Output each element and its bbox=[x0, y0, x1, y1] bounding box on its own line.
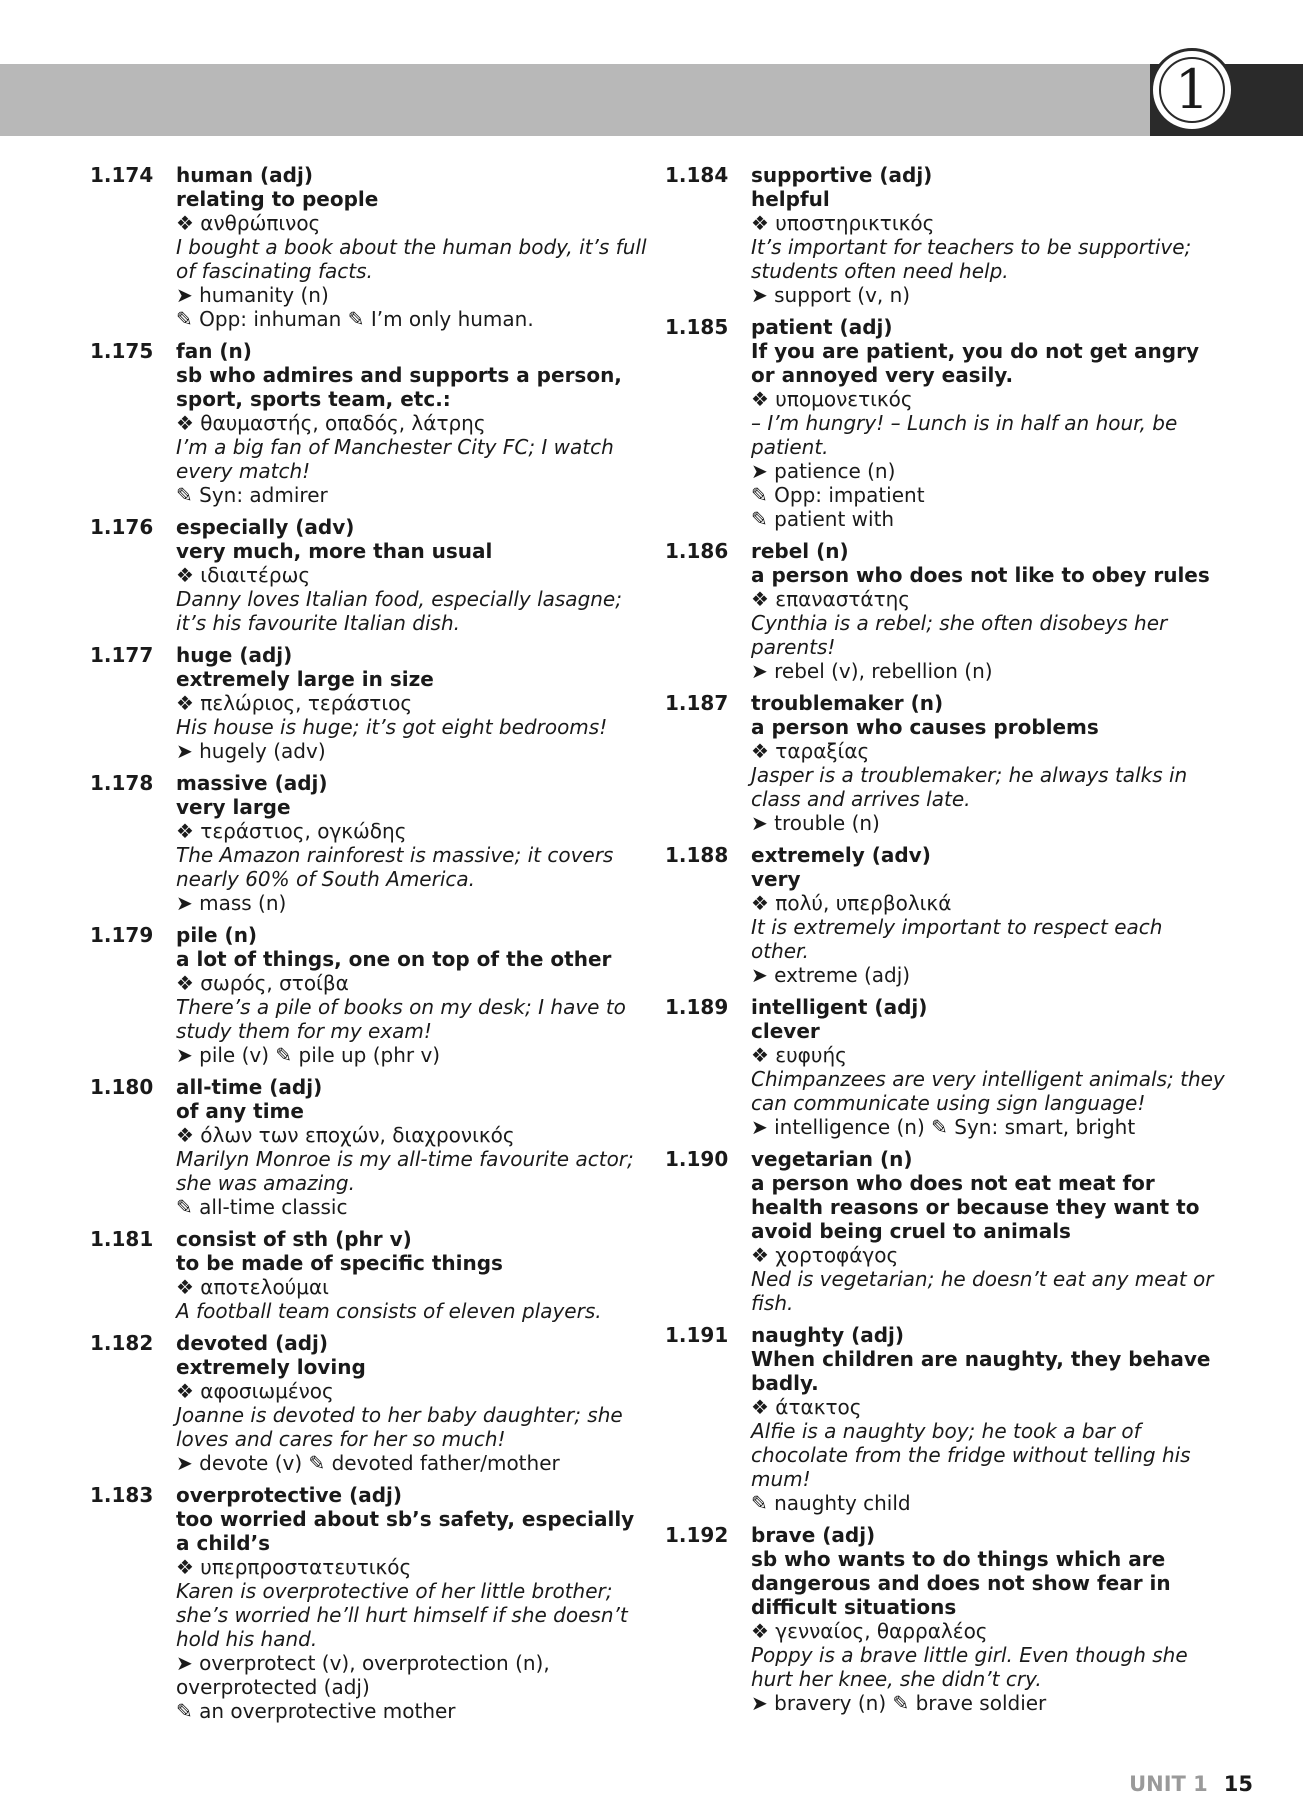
translation-icon: ❖ bbox=[751, 739, 769, 763]
translation-icon: ❖ bbox=[176, 971, 194, 995]
entry-example: It’s important for teachers to be supportive; students often need help. bbox=[751, 235, 1192, 283]
extra-text: naughty child bbox=[774, 1491, 911, 1515]
translation-icon: ❖ bbox=[176, 1379, 194, 1403]
vocab-entry bbox=[90, 515, 650, 635]
entry-translation bbox=[176, 563, 650, 587]
derivative-arrow-icon: ➤ bbox=[176, 1651, 193, 1675]
entry-headword: troublemaker (n) bbox=[751, 691, 944, 715]
entry-definition: of any time bbox=[176, 1099, 304, 1123]
extra-text: pile (v) ✎ pile up (phr v) bbox=[199, 1043, 441, 1067]
entry-example: Ned is vegetarian; he doesn’t eat any meat or fish. bbox=[751, 1267, 1214, 1315]
entry-headword: human (adj) bbox=[176, 163, 313, 187]
note-pencil-icon: ✎ bbox=[176, 1699, 193, 1723]
entry-extra bbox=[751, 483, 1225, 507]
entry-extra bbox=[751, 1115, 1225, 1139]
entry-translation bbox=[751, 587, 1225, 611]
entry-headword: overprotective (adj) bbox=[176, 1483, 403, 1507]
entry-number: 1.179 bbox=[90, 923, 154, 947]
derivative-arrow-icon: ➤ bbox=[176, 1451, 193, 1475]
translation-icon: ❖ bbox=[176, 563, 194, 587]
entry-definition: clever bbox=[751, 1019, 820, 1043]
entry-definition: very much, more than usual bbox=[176, 539, 493, 563]
vocab-entry bbox=[665, 1147, 1225, 1315]
vocab-entry bbox=[665, 843, 1225, 987]
translation-text: αφοσιωμένος bbox=[200, 1379, 334, 1403]
vocab-entry bbox=[90, 163, 650, 331]
entry-translation bbox=[751, 211, 1225, 235]
translation-text: όλων των εποχών, διαχρονικός bbox=[200, 1123, 515, 1147]
entry-definition: a person who does not eat meat for health reasons or because they want to avoid being cruel to animals bbox=[751, 1171, 1200, 1243]
page-footer bbox=[1129, 1772, 1253, 1796]
entry-example: His house is huge; it’s got eight bedrooms! bbox=[176, 715, 608, 739]
vocab-entry bbox=[665, 1323, 1225, 1515]
entry-example: Cynthia is a rebel; she often disobeys her parents! bbox=[751, 611, 1168, 659]
vocab-entry bbox=[90, 923, 650, 1067]
footer-unit-label: UNIT 1 bbox=[1129, 1772, 1208, 1796]
translation-icon: ❖ bbox=[751, 387, 769, 411]
entry-example: Poppy is a brave little girl. Even though she hurt her knee, she didn’t cry. bbox=[751, 1643, 1188, 1691]
entry-example: Marilyn Monroe is my all-time favourite actor; she was amazing. bbox=[176, 1147, 634, 1195]
derivative-arrow-icon: ➤ bbox=[751, 811, 768, 835]
entry-example: There’s a pile of books on my desk; I have to study them for my exam! bbox=[176, 995, 626, 1043]
entry-headword: extremely (adv) bbox=[751, 843, 931, 867]
vocab-entry bbox=[90, 771, 650, 915]
entry-definition: extremely loving bbox=[176, 1355, 366, 1379]
entry-extra bbox=[176, 1651, 650, 1699]
extra-text: an overprotective mother bbox=[199, 1699, 456, 1723]
left-column bbox=[90, 163, 650, 1731]
translation-text: ανθρώπινος bbox=[200, 211, 321, 235]
derivative-arrow-icon: ➤ bbox=[751, 1115, 768, 1139]
extra-text: devote (v) ✎ devoted father/mother bbox=[199, 1451, 560, 1475]
entry-example: Karen is overprotective of her little brother; she’s worried he’ll hurt himself if she doesn’t hold his hand. bbox=[176, 1579, 628, 1651]
translation-text: υπερπροστατευτικός bbox=[200, 1555, 412, 1579]
translation-text: πελώριος, τεράστιος bbox=[200, 691, 413, 715]
note-pencil-icon: ✎ bbox=[751, 507, 768, 531]
entry-translation bbox=[176, 1275, 650, 1299]
entry-translation bbox=[176, 1555, 650, 1579]
entry-extra bbox=[751, 459, 1225, 483]
entry-definition: a person who causes problems bbox=[751, 715, 1099, 739]
entry-headword: consist of sth (phr v) bbox=[176, 1227, 412, 1251]
entry-translation bbox=[751, 891, 1225, 915]
entry-definition: When children are naughty, they behave badly. bbox=[751, 1347, 1211, 1395]
extra-text: intelligence (n) ✎ Syn: smart, bright bbox=[774, 1115, 1136, 1139]
translation-icon: ❖ bbox=[176, 1555, 194, 1579]
entry-extra bbox=[751, 963, 1225, 987]
entry-example: I bought a book about the human body, it’s full of fascinating facts. bbox=[176, 235, 647, 283]
entry-number: 1.177 bbox=[90, 643, 154, 667]
derivative-arrow-icon: ➤ bbox=[751, 1691, 768, 1715]
entry-headword: pile (n) bbox=[176, 923, 258, 947]
entry-definition: sb who admires and supports a person, sport, sports team, etc.: bbox=[176, 363, 622, 411]
entry-number: 1.181 bbox=[90, 1227, 154, 1251]
note-pencil-icon: ✎ bbox=[176, 483, 193, 507]
extra-text: trouble (n) bbox=[774, 811, 880, 835]
translation-icon: ❖ bbox=[176, 211, 194, 235]
extra-text: support (v, n) bbox=[774, 283, 911, 307]
extra-text: Opp: impatient bbox=[774, 483, 925, 507]
translation-text: τεράστιος, ογκώδης bbox=[200, 819, 407, 843]
entry-headword: patient (adj) bbox=[751, 315, 893, 339]
extra-text: overprotect (v), overprotection (n), overprotected (adj) bbox=[176, 1651, 550, 1699]
translation-icon: ❖ bbox=[751, 1043, 769, 1067]
note-pencil-icon: ✎ bbox=[751, 1491, 768, 1515]
entry-extra bbox=[176, 1451, 650, 1475]
derivative-arrow-icon: ➤ bbox=[176, 1043, 193, 1067]
extra-text: patient with bbox=[774, 507, 895, 531]
entry-definition: sb who wants to do things which are dangerous and does not show fear in difficult situations bbox=[751, 1547, 1171, 1619]
entry-extra bbox=[751, 1491, 1225, 1515]
entry-definition: If you are patient, you do not get angry or annoyed very easily. bbox=[751, 339, 1199, 387]
translation-text: θαυμαστής, οπαδός, λάτρης bbox=[200, 411, 486, 435]
entry-extra bbox=[176, 739, 650, 763]
translation-text: υπομονετικός bbox=[775, 387, 913, 411]
entry-example: It is extremely important to respect each other. bbox=[751, 915, 1163, 963]
translation-text: πολύ, υπερβολικά bbox=[775, 891, 952, 915]
vocab-entry bbox=[665, 315, 1225, 531]
vocab-entry bbox=[90, 643, 650, 763]
entry-number: 1.189 bbox=[665, 995, 729, 1019]
derivative-arrow-icon: ➤ bbox=[176, 891, 193, 915]
entry-definition: very bbox=[751, 867, 801, 891]
entry-headword: supportive (adj) bbox=[751, 163, 933, 187]
entry-translation bbox=[176, 1379, 650, 1403]
note-pencil-icon: ✎ bbox=[751, 483, 768, 507]
translation-icon: ❖ bbox=[176, 691, 194, 715]
entry-translation bbox=[751, 1619, 1225, 1643]
page-number: 15 bbox=[1223, 1772, 1253, 1796]
entry-number: 1.190 bbox=[665, 1147, 729, 1171]
entry-number: 1.175 bbox=[90, 339, 154, 363]
entry-example: – I’m hungry! – Lunch is in half an hour, be patient. bbox=[751, 411, 1178, 459]
translation-icon: ❖ bbox=[751, 1619, 769, 1643]
entry-definition: too worried about sb’s safety, especially a child’s bbox=[176, 1507, 635, 1555]
translation-icon: ❖ bbox=[176, 1275, 194, 1299]
extra-text: bravery (n) ✎ brave soldier bbox=[774, 1691, 1047, 1715]
translation-text: υποστηρικτικός bbox=[775, 211, 935, 235]
entry-number: 1.174 bbox=[90, 163, 154, 187]
entry-headword: rebel (n) bbox=[751, 539, 849, 563]
translation-text: άτακτος bbox=[775, 1395, 862, 1419]
entry-translation bbox=[751, 387, 1225, 411]
translation-text: επαναστάτης bbox=[775, 587, 911, 611]
entry-number: 1.176 bbox=[90, 515, 154, 539]
entry-example: Alfie is a naughty boy; he took a bar of chocolate from the fridge without telling his mum! bbox=[751, 1419, 1191, 1491]
extra-text: Syn: admirer bbox=[199, 483, 328, 507]
entry-headword: especially (adv) bbox=[176, 515, 355, 539]
right-column bbox=[665, 163, 1225, 1723]
entry-extra bbox=[176, 283, 650, 307]
entry-extra bbox=[751, 811, 1225, 835]
translation-text: σωρός, στοίβα bbox=[200, 971, 349, 995]
vocab-entry bbox=[90, 339, 650, 507]
entry-number: 1.185 bbox=[665, 315, 729, 339]
entry-translation bbox=[751, 1243, 1225, 1267]
translation-text: ιδιαιτέρως bbox=[200, 563, 311, 587]
entry-translation bbox=[751, 739, 1225, 763]
entry-example: Danny loves Italian food, especially lasagne; it’s his favourite Italian dish. bbox=[176, 587, 622, 635]
extra-text: mass (n) bbox=[199, 891, 287, 915]
entry-extra bbox=[176, 1195, 650, 1219]
vocab-entry bbox=[665, 539, 1225, 683]
translation-icon: ❖ bbox=[751, 587, 769, 611]
vocab-entry bbox=[90, 1075, 650, 1219]
derivative-arrow-icon: ➤ bbox=[751, 459, 768, 483]
entry-translation bbox=[176, 1123, 650, 1147]
entry-definition: to be made of specific things bbox=[176, 1251, 503, 1275]
derivative-arrow-icon: ➤ bbox=[751, 283, 768, 307]
translation-icon: ❖ bbox=[176, 819, 194, 843]
entry-translation bbox=[176, 411, 650, 435]
extra-text: rebel (v), rebellion (n) bbox=[774, 659, 993, 683]
vocab-entry bbox=[665, 995, 1225, 1139]
entry-extra bbox=[751, 283, 1225, 307]
entry-headword: intelligent (adj) bbox=[751, 995, 928, 1019]
translation-icon: ❖ bbox=[751, 1243, 769, 1267]
entry-headword: huge (adj) bbox=[176, 643, 293, 667]
entry-headword: naughty (adj) bbox=[751, 1323, 905, 1347]
unit-number-badge bbox=[1150, 48, 1234, 132]
entry-translation bbox=[176, 819, 650, 843]
entry-definition: a person who does not like to obey rules bbox=[751, 563, 1210, 587]
entry-headword: brave (adj) bbox=[751, 1523, 876, 1547]
entry-number: 1.182 bbox=[90, 1331, 154, 1355]
entry-definition: helpful bbox=[751, 187, 830, 211]
entry-extra bbox=[176, 1043, 650, 1067]
derivative-arrow-icon: ➤ bbox=[751, 659, 768, 683]
extra-text: extreme (adj) bbox=[774, 963, 911, 987]
entry-headword: fan (n) bbox=[176, 339, 252, 363]
entry-definition: relating to people bbox=[176, 187, 379, 211]
extra-text: Opp: inhuman ✎ I’m only human. bbox=[199, 307, 534, 331]
translation-text: αποτελούμαι bbox=[200, 1275, 329, 1299]
unit-number: 1 bbox=[1159, 57, 1225, 123]
entry-headword: vegetarian (n) bbox=[751, 1147, 913, 1171]
entry-translation bbox=[751, 1395, 1225, 1419]
extra-text: all-time classic bbox=[199, 1195, 348, 1219]
entry-example: I’m a big fan of Manchester City FC; I watch every match! bbox=[176, 435, 614, 483]
banner-grey-band bbox=[0, 64, 1170, 136]
entry-translation bbox=[176, 971, 650, 995]
entry-headword: massive (adj) bbox=[176, 771, 328, 795]
entry-number: 1.183 bbox=[90, 1483, 154, 1507]
entry-number: 1.187 bbox=[665, 691, 729, 715]
entry-example: Jasper is a troublemaker; he always talks in class and arrives late. bbox=[751, 763, 1188, 811]
entry-number: 1.180 bbox=[90, 1075, 154, 1099]
derivative-arrow-icon: ➤ bbox=[176, 283, 193, 307]
vocab-entry bbox=[90, 1331, 650, 1475]
entry-extra bbox=[751, 507, 1225, 531]
vocab-entry bbox=[665, 1523, 1225, 1715]
translation-text: γενναίος, θαρραλέος bbox=[775, 1619, 988, 1643]
translation-icon: ❖ bbox=[751, 1395, 769, 1419]
entry-number: 1.184 bbox=[665, 163, 729, 187]
entry-extra bbox=[751, 659, 1225, 683]
entry-number: 1.192 bbox=[665, 1523, 729, 1547]
entry-number: 1.186 bbox=[665, 539, 729, 563]
derivative-arrow-icon: ➤ bbox=[176, 739, 193, 763]
entry-definition: a lot of things, one on top of the other bbox=[176, 947, 612, 971]
entry-extra bbox=[176, 307, 650, 331]
entry-number: 1.188 bbox=[665, 843, 729, 867]
entry-translation bbox=[176, 691, 650, 715]
entry-definition: very large bbox=[176, 795, 291, 819]
entry-extra bbox=[176, 1699, 650, 1723]
entry-headword: all-time (adj) bbox=[176, 1075, 323, 1099]
unit-banner bbox=[0, 64, 1303, 136]
entry-example: The Amazon rainforest is massive; it covers nearly 60% of South America. bbox=[176, 843, 614, 891]
entry-number: 1.191 bbox=[665, 1323, 729, 1347]
entry-example: A football team consists of eleven players. bbox=[176, 1299, 602, 1323]
extra-text: patience (n) bbox=[774, 459, 896, 483]
translation-icon: ❖ bbox=[176, 411, 194, 435]
entry-extra bbox=[751, 1691, 1225, 1715]
translation-icon: ❖ bbox=[176, 1123, 194, 1147]
translation-icon: ❖ bbox=[751, 891, 769, 915]
entry-extra bbox=[176, 891, 650, 915]
translation-icon: ❖ bbox=[751, 211, 769, 235]
entry-example: Joanne is devoted to her baby daughter; she loves and cares for her so much! bbox=[176, 1403, 623, 1451]
extra-text: humanity (n) bbox=[199, 283, 329, 307]
translation-text: ευφυής bbox=[775, 1043, 847, 1067]
entry-translation bbox=[751, 1043, 1225, 1067]
vocab-entry bbox=[665, 163, 1225, 307]
translation-text: χορτοφάγος bbox=[775, 1243, 899, 1267]
entry-definition: extremely large in size bbox=[176, 667, 434, 691]
vocab-entry bbox=[90, 1227, 650, 1323]
derivative-arrow-icon: ➤ bbox=[751, 963, 768, 987]
vocab-entry bbox=[90, 1483, 650, 1723]
translation-text: ταραξίας bbox=[775, 739, 870, 763]
entry-translation bbox=[176, 211, 650, 235]
entry-number: 1.178 bbox=[90, 771, 154, 795]
note-pencil-icon: ✎ bbox=[176, 307, 193, 331]
entry-example: Chimpanzees are very intelligent animals; they can communicate using sign language! bbox=[751, 1067, 1225, 1115]
extra-text: hugely (adv) bbox=[199, 739, 326, 763]
entry-extra bbox=[176, 483, 650, 507]
entry-headword: devoted (adj) bbox=[176, 1331, 329, 1355]
vocab-entry bbox=[665, 691, 1225, 835]
note-pencil-icon: ✎ bbox=[176, 1195, 193, 1219]
